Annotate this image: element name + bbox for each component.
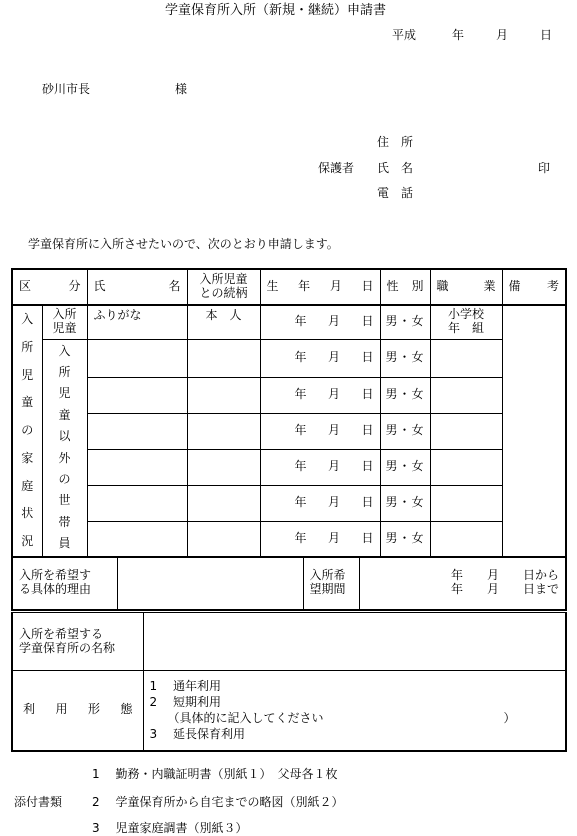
usage-label: 利 用 形 態 bbox=[12, 671, 143, 751]
guardian-phone-label: 電 話 bbox=[377, 186, 414, 200]
child-sex-field[interactable]: 男・女 bbox=[380, 305, 430, 339]
member-birthdate-field[interactable]: 年 月 日 bbox=[260, 449, 380, 485]
header-birthdate: 生 年 月 日 bbox=[260, 269, 380, 305]
member-relation-field[interactable] bbox=[187, 485, 260, 521]
member-occupation-field[interactable] bbox=[430, 377, 502, 413]
child-name-field[interactable] bbox=[87, 305, 187, 339]
other-members-label: 入 所 児 童 以 外 の 世 帯 員 bbox=[42, 339, 87, 557]
child-birthdate-field[interactable]: 年 月 日 bbox=[260, 305, 380, 339]
member-birthdate-field[interactable]: 年 月 日 bbox=[260, 339, 380, 377]
member-relation-field[interactable] bbox=[187, 339, 260, 377]
member-relation-field[interactable] bbox=[187, 413, 260, 449]
child-label: 入所 児童 bbox=[42, 305, 87, 339]
reason-label: 入所を希望す る具体的理由 bbox=[12, 558, 117, 610]
header-occupation: 職 業 bbox=[430, 269, 502, 305]
seal-mark: 印 bbox=[538, 161, 551, 175]
application-table bbox=[11, 268, 567, 558]
member-relation-field[interactable] bbox=[187, 521, 260, 557]
member-sex-field[interactable]: 男・女 bbox=[380, 339, 430, 377]
period-label: 入所希 望期間 bbox=[303, 558, 359, 610]
usage-short-term-detail[interactable]: （具体的に記入してください ） bbox=[149, 711, 516, 726]
member-name-field[interactable] bbox=[87, 339, 187, 377]
guardian-label: 保護者 bbox=[318, 161, 355, 175]
child-school-field[interactable]: 小学校 年 組 bbox=[430, 305, 502, 339]
intro-text: 学童保育所に入所させたいので、次のとおり申請します。 bbox=[28, 237, 339, 251]
header-category: 区 分 bbox=[12, 269, 87, 305]
attachment-item: 3 児童家庭調書（別紙３） bbox=[92, 821, 248, 835]
page-title: 学童保育所入所（新規・継続）申請書 bbox=[165, 3, 387, 18]
member-sex-field[interactable]: 男・女 bbox=[380, 449, 430, 485]
member-occupation-field[interactable] bbox=[430, 485, 502, 521]
addressee-honorific: 様 bbox=[175, 82, 188, 96]
member-name-field[interactable] bbox=[87, 449, 187, 485]
attachments-label: 添付書類 bbox=[14, 795, 63, 809]
facility-name-field[interactable] bbox=[143, 613, 566, 671]
header-sex: 性 別 bbox=[380, 269, 430, 305]
member-birthdate-field[interactable]: 年 月 日 bbox=[260, 413, 380, 449]
member-birthdate-field[interactable]: 年 月 日 bbox=[260, 485, 380, 521]
usage-options[interactable] bbox=[143, 671, 566, 751]
member-sex-field[interactable]: 男・女 bbox=[380, 377, 430, 413]
member-birthdate-field[interactable]: 年 月 日 bbox=[260, 521, 380, 557]
header-notes: 備 考 bbox=[502, 269, 566, 305]
facility-usage-table bbox=[11, 612, 567, 752]
reason-period-table bbox=[11, 557, 567, 611]
member-sex-field[interactable]: 男・女 bbox=[380, 521, 430, 557]
usage-option-short-term[interactable]: 2 短期利用 bbox=[149, 695, 221, 710]
usage-option-annual[interactable]: 1 通年利用 bbox=[149, 679, 221, 694]
notes-field[interactable] bbox=[502, 305, 566, 557]
member-name-field[interactable] bbox=[87, 521, 187, 557]
member-relation-field[interactable] bbox=[187, 449, 260, 485]
date-day-label: 日 bbox=[540, 28, 553, 42]
header-name: 氏 名 bbox=[87, 269, 187, 305]
usage-option-extended[interactable]: 3 延長保育利用 bbox=[149, 727, 245, 742]
member-occupation-field[interactable] bbox=[430, 413, 502, 449]
member-occupation-field[interactable] bbox=[430, 449, 502, 485]
addressee-name: 砂川市長 bbox=[42, 82, 91, 96]
date-era: 平成 bbox=[392, 28, 417, 42]
reason-field[interactable] bbox=[117, 558, 303, 610]
member-occupation-field[interactable] bbox=[430, 521, 502, 557]
member-sex-field[interactable]: 男・女 bbox=[380, 413, 430, 449]
member-name-field[interactable] bbox=[87, 485, 187, 521]
member-name-field[interactable] bbox=[87, 377, 187, 413]
furigana-label: ふりがな bbox=[93, 308, 142, 322]
header-relation: 入所児童 との続柄 bbox=[187, 269, 260, 305]
attachment-item: 2 学童保育所から自宅までの略図（別紙２） bbox=[92, 795, 344, 809]
member-sex-field[interactable]: 男・女 bbox=[380, 485, 430, 521]
member-relation-field[interactable] bbox=[187, 377, 260, 413]
period-field[interactable]: 年 月 日から 年 月 日まで bbox=[359, 558, 566, 610]
member-name-field[interactable] bbox=[87, 413, 187, 449]
date-month-label: 月 bbox=[496, 28, 509, 42]
guardian-name-label: 氏 名 bbox=[377, 161, 414, 175]
household-section-label: 入 所 児 童 の 家 庭 状 況 bbox=[12, 305, 42, 557]
attachment-item: 1 勤務・内職証明書（別紙１） 父母各１枚 bbox=[92, 767, 338, 781]
child-relation: 本 人 bbox=[187, 305, 260, 339]
member-occupation-field[interactable] bbox=[430, 339, 502, 377]
guardian-address-label: 住 所 bbox=[377, 135, 414, 149]
facility-label: 入所を希望する 学童保育所の名称 bbox=[12, 613, 143, 671]
date-year-label: 年 bbox=[452, 28, 465, 42]
member-birthdate-field[interactable]: 年 月 日 bbox=[260, 377, 380, 413]
